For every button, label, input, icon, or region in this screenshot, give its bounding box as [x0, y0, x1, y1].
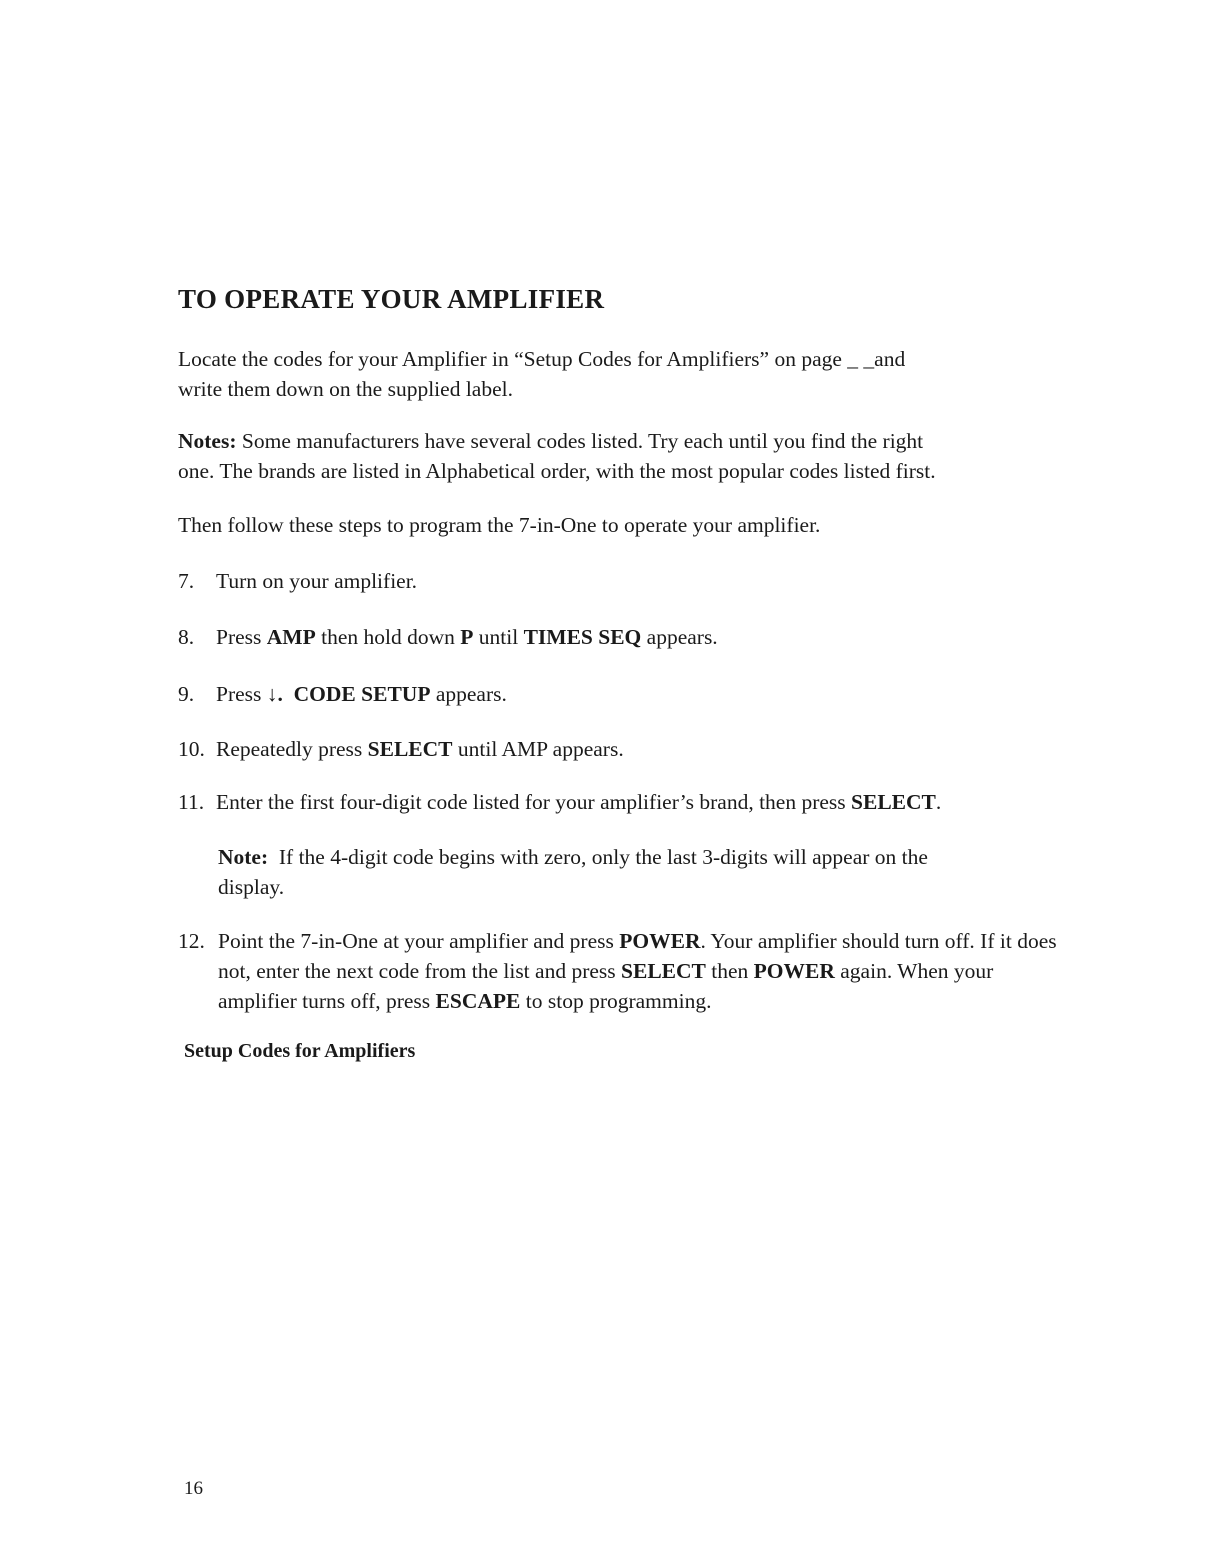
- note-label: Note:: [218, 845, 269, 869]
- step-11-text-1: Enter the first four-digit code listed for your amplifier’s brand, then press: [216, 790, 852, 814]
- step-12-text-2: . Your amplifier should turn off. If it does not, enter the next code from the list and press: [218, 929, 1057, 983]
- step-12: [178, 926, 1058, 1016]
- step-12-number: 12.: [178, 929, 205, 953]
- down-arrow-icon: ↓.: [266, 682, 283, 706]
- then-follow-paragraph: Then follow these steps to program the 7-in-One to operate your amplifier.: [178, 513, 821, 537]
- step-7-text: Turn on your amplifier.: [216, 569, 418, 593]
- step-11-text-2: .: [935, 790, 942, 814]
- step-11-number: 11.: [178, 790, 205, 814]
- power-key: POWER: [753, 959, 835, 983]
- step-8-text-3: until: [473, 625, 524, 649]
- notes-paragraph: [178, 426, 1058, 486]
- step-12-text-3: then: [705, 959, 754, 983]
- intro-line-1: Locate the codes for your Amplifier in “Setup Codes for Amplifiers” on page _ _and: [178, 347, 906, 371]
- select-key: SELECT: [851, 790, 936, 814]
- note-line-2: display.: [218, 875, 285, 899]
- p-key: P: [460, 625, 474, 649]
- step-11-note: [218, 842, 1038, 902]
- step-10-text-2: until AMP appears.: [452, 737, 624, 761]
- step-11: [178, 787, 1058, 817]
- step-9: [178, 679, 1058, 709]
- select-key: SELECT: [621, 959, 706, 983]
- intro-paragraph: [178, 344, 1058, 404]
- step-7-number: 7.: [178, 569, 195, 593]
- step-12-text-5: to stop programming.: [520, 989, 712, 1013]
- step-8-text-1: Press: [216, 625, 267, 649]
- setup-codes-heading: Setup Codes for Amplifiers: [184, 1040, 416, 1062]
- page-title: TO OPERATE YOUR AMPLIFIER: [178, 284, 605, 314]
- step-12-text-4: again. When your amplifier turns off, press: [218, 959, 994, 1013]
- step-9-number: 9.: [178, 682, 195, 706]
- note-line-1: If the 4-digit code begins with zero, only the last 3-digits will appear on the: [268, 845, 928, 869]
- page-number: 16: [184, 1478, 203, 1499]
- step-8-number: 8.: [178, 625, 195, 649]
- step-10-number: 10.: [178, 737, 205, 761]
- notes-label: Notes:: [178, 429, 237, 453]
- amp-key: AMP: [266, 625, 316, 649]
- intro-line-2: write them down on the supplied label.: [178, 377, 513, 401]
- step-8-text-2: then hold down: [315, 625, 461, 649]
- select-key: SELECT: [367, 737, 453, 761]
- step-10: [178, 734, 1058, 764]
- step-8: [178, 622, 1058, 652]
- power-key: POWER: [619, 929, 701, 953]
- escape-key: ESCAPE: [435, 989, 521, 1013]
- step-9-text-2: [283, 682, 294, 706]
- times-seq-display: TIMES SEQ: [523, 625, 642, 649]
- step-12-text-1: Point the 7-in-One at your amplifier and press: [218, 929, 620, 953]
- step-10-text-1: Repeatedly press: [216, 737, 368, 761]
- step-9-text-1: Press: [216, 682, 267, 706]
- step-7: [178, 566, 1058, 596]
- notes-line-2: one. The brands are listed in Alphabetical order, with the most popular codes listed first.: [178, 459, 936, 483]
- notes-line-1: Some manufacturers have several codes listed. Try each until you find the right: [236, 429, 924, 453]
- code-setup-display: CODE SETUP: [293, 682, 431, 706]
- step-9-text-3: appears.: [430, 682, 507, 706]
- step-8-text-4: appears.: [641, 625, 718, 649]
